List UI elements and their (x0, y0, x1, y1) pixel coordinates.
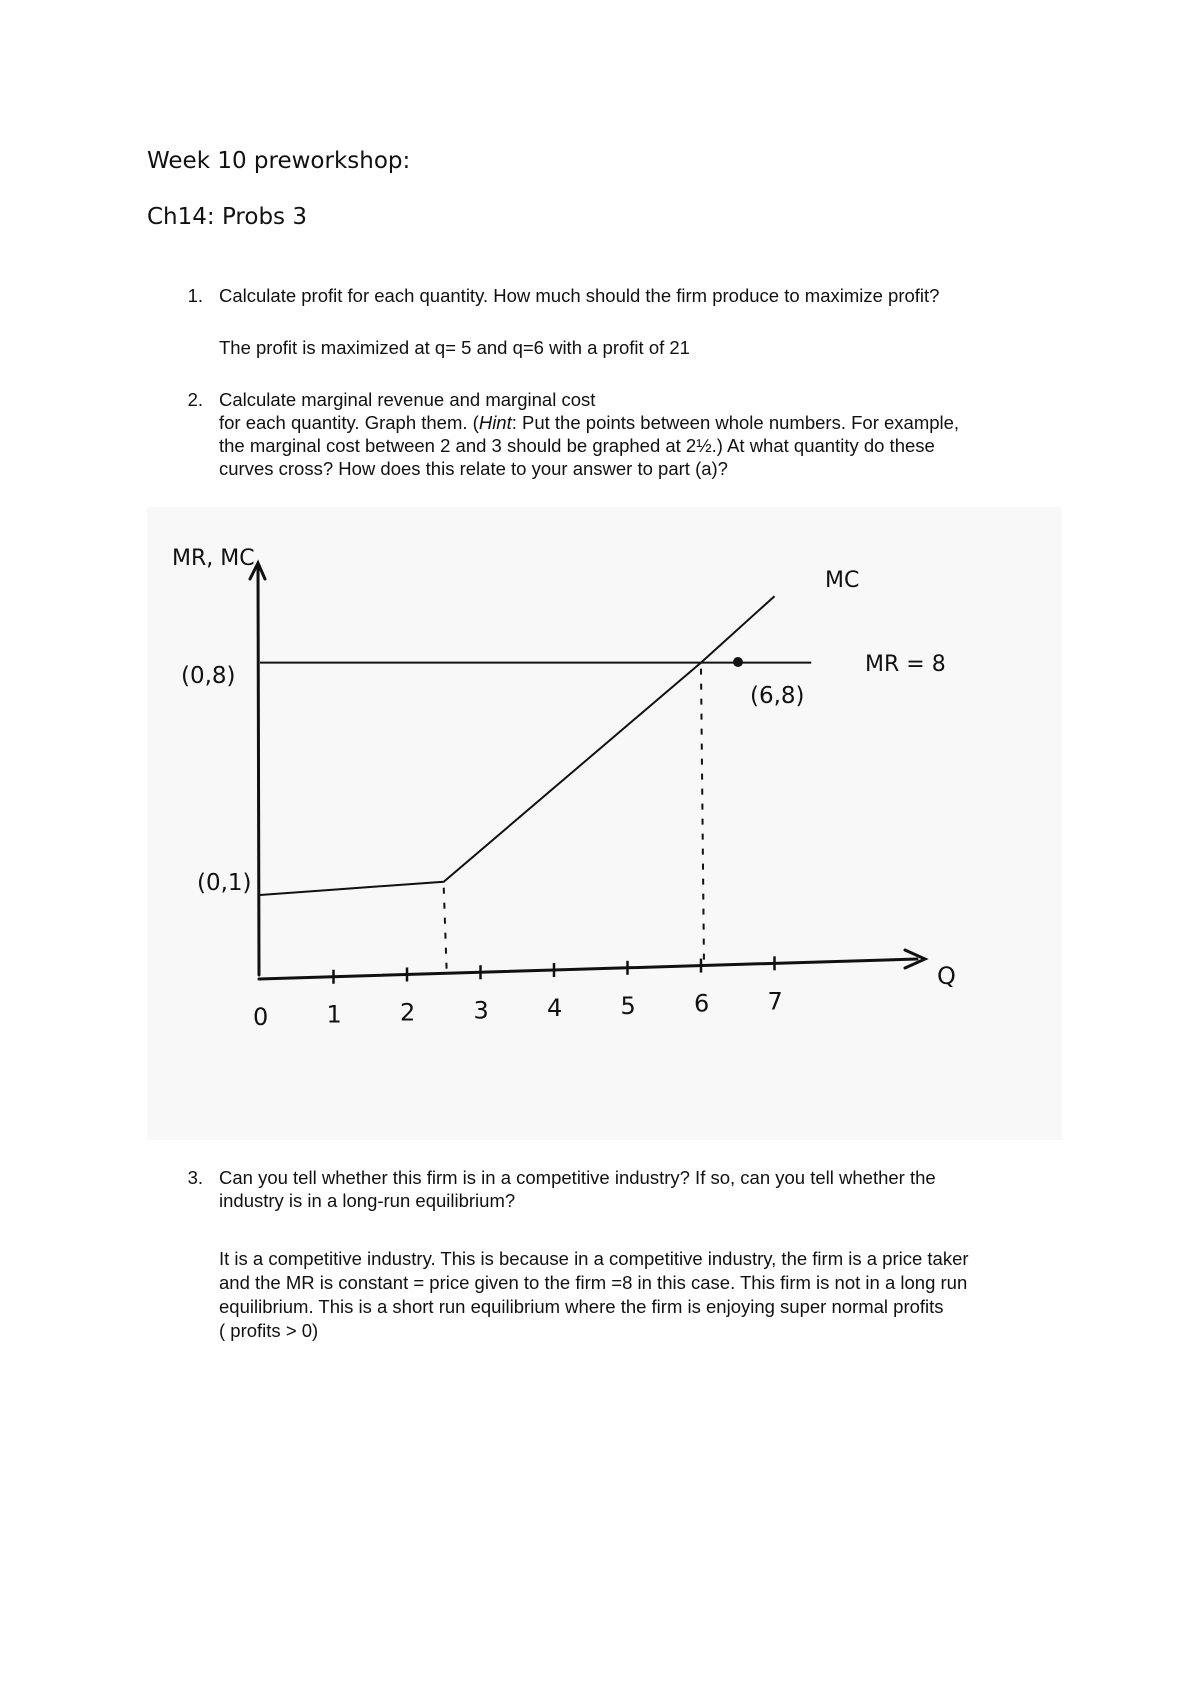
question-line: Can you tell whether this firm is in a competitive industry? If so, can you tell whether the (219, 1167, 936, 1188)
mr-mc-chart (147, 507, 1062, 1140)
x-tick-label: 7 (767, 987, 783, 1016)
answer-line: ( profits > 0) (219, 1320, 319, 1341)
question-number: 3. (187, 1167, 203, 1188)
answer-1: The profit is maximized at q= 5 and q=6 with a profit of 21 (219, 337, 690, 358)
x-tick-label: 1 (326, 1000, 342, 1029)
y-axis (258, 567, 259, 975)
annotation-6-8: (6,8) (750, 683, 805, 709)
question-number: 2. (187, 389, 203, 410)
answer-line: equilibrium. This is a short run equilibrium where the firm is enjoying super normal profits (219, 1296, 944, 1317)
x-tick-label: 0 (253, 1002, 269, 1031)
annotation-0-1: (0,1) (197, 870, 252, 896)
question-text: Calculate profit for each quantity. How much should the firm produce to maximize profit? (219, 285, 940, 306)
answer-line: It is a competitive industry. This is because in a competitive industry, the firm is a price taker (219, 1248, 969, 1269)
page-title: Week 10 preworkshop: (147, 148, 411, 174)
hint-label: Hint (478, 412, 512, 433)
x-tick-label: 2 (400, 998, 416, 1027)
dashed-guide (444, 888, 447, 974)
dashed-guide (701, 669, 704, 966)
question-line: industry is in a long-run equilibrium? (219, 1190, 516, 1211)
x-axis-label: Q (937, 962, 956, 990)
mr-label: MR = 8 (865, 652, 946, 677)
x-tick-label: 5 (620, 991, 636, 1020)
question-line: for each quantity. Graph them. (Hint: Put the points between whole numbers. For example, (219, 412, 960, 433)
intersection-point (733, 657, 743, 667)
question-number: 1. (187, 285, 203, 306)
section-title: Ch14: Probs 3 (147, 204, 307, 230)
annotation-0-8: (0,8) (181, 663, 236, 689)
question-text (219, 1166, 1119, 1212)
question-line: the marginal cost between 2 and 3 should be graphed at 2½.) At what quantity do these (219, 435, 935, 456)
question-line: Calculate marginal revenue and marginal cost (219, 389, 596, 410)
question-line: curves cross? How does this relate to your answer to part (a)? (219, 458, 728, 479)
x-axis (259, 959, 917, 979)
hand-drawn-graph (147, 507, 1062, 1140)
question-text (219, 388, 1119, 480)
answer-line: and the MR is constant = price given to the firm =8 in this case. This firm is not in a long run (219, 1272, 968, 1293)
x-tick-label: 3 (473, 996, 489, 1025)
answer-3 (219, 1247, 1099, 1343)
mc-line (260, 596, 775, 895)
mc-label: MC (825, 568, 860, 593)
x-tick-label: 4 (547, 994, 563, 1023)
x-tick-label: 6 (694, 989, 710, 1018)
y-axis-label: MR, MC (172, 546, 255, 571)
